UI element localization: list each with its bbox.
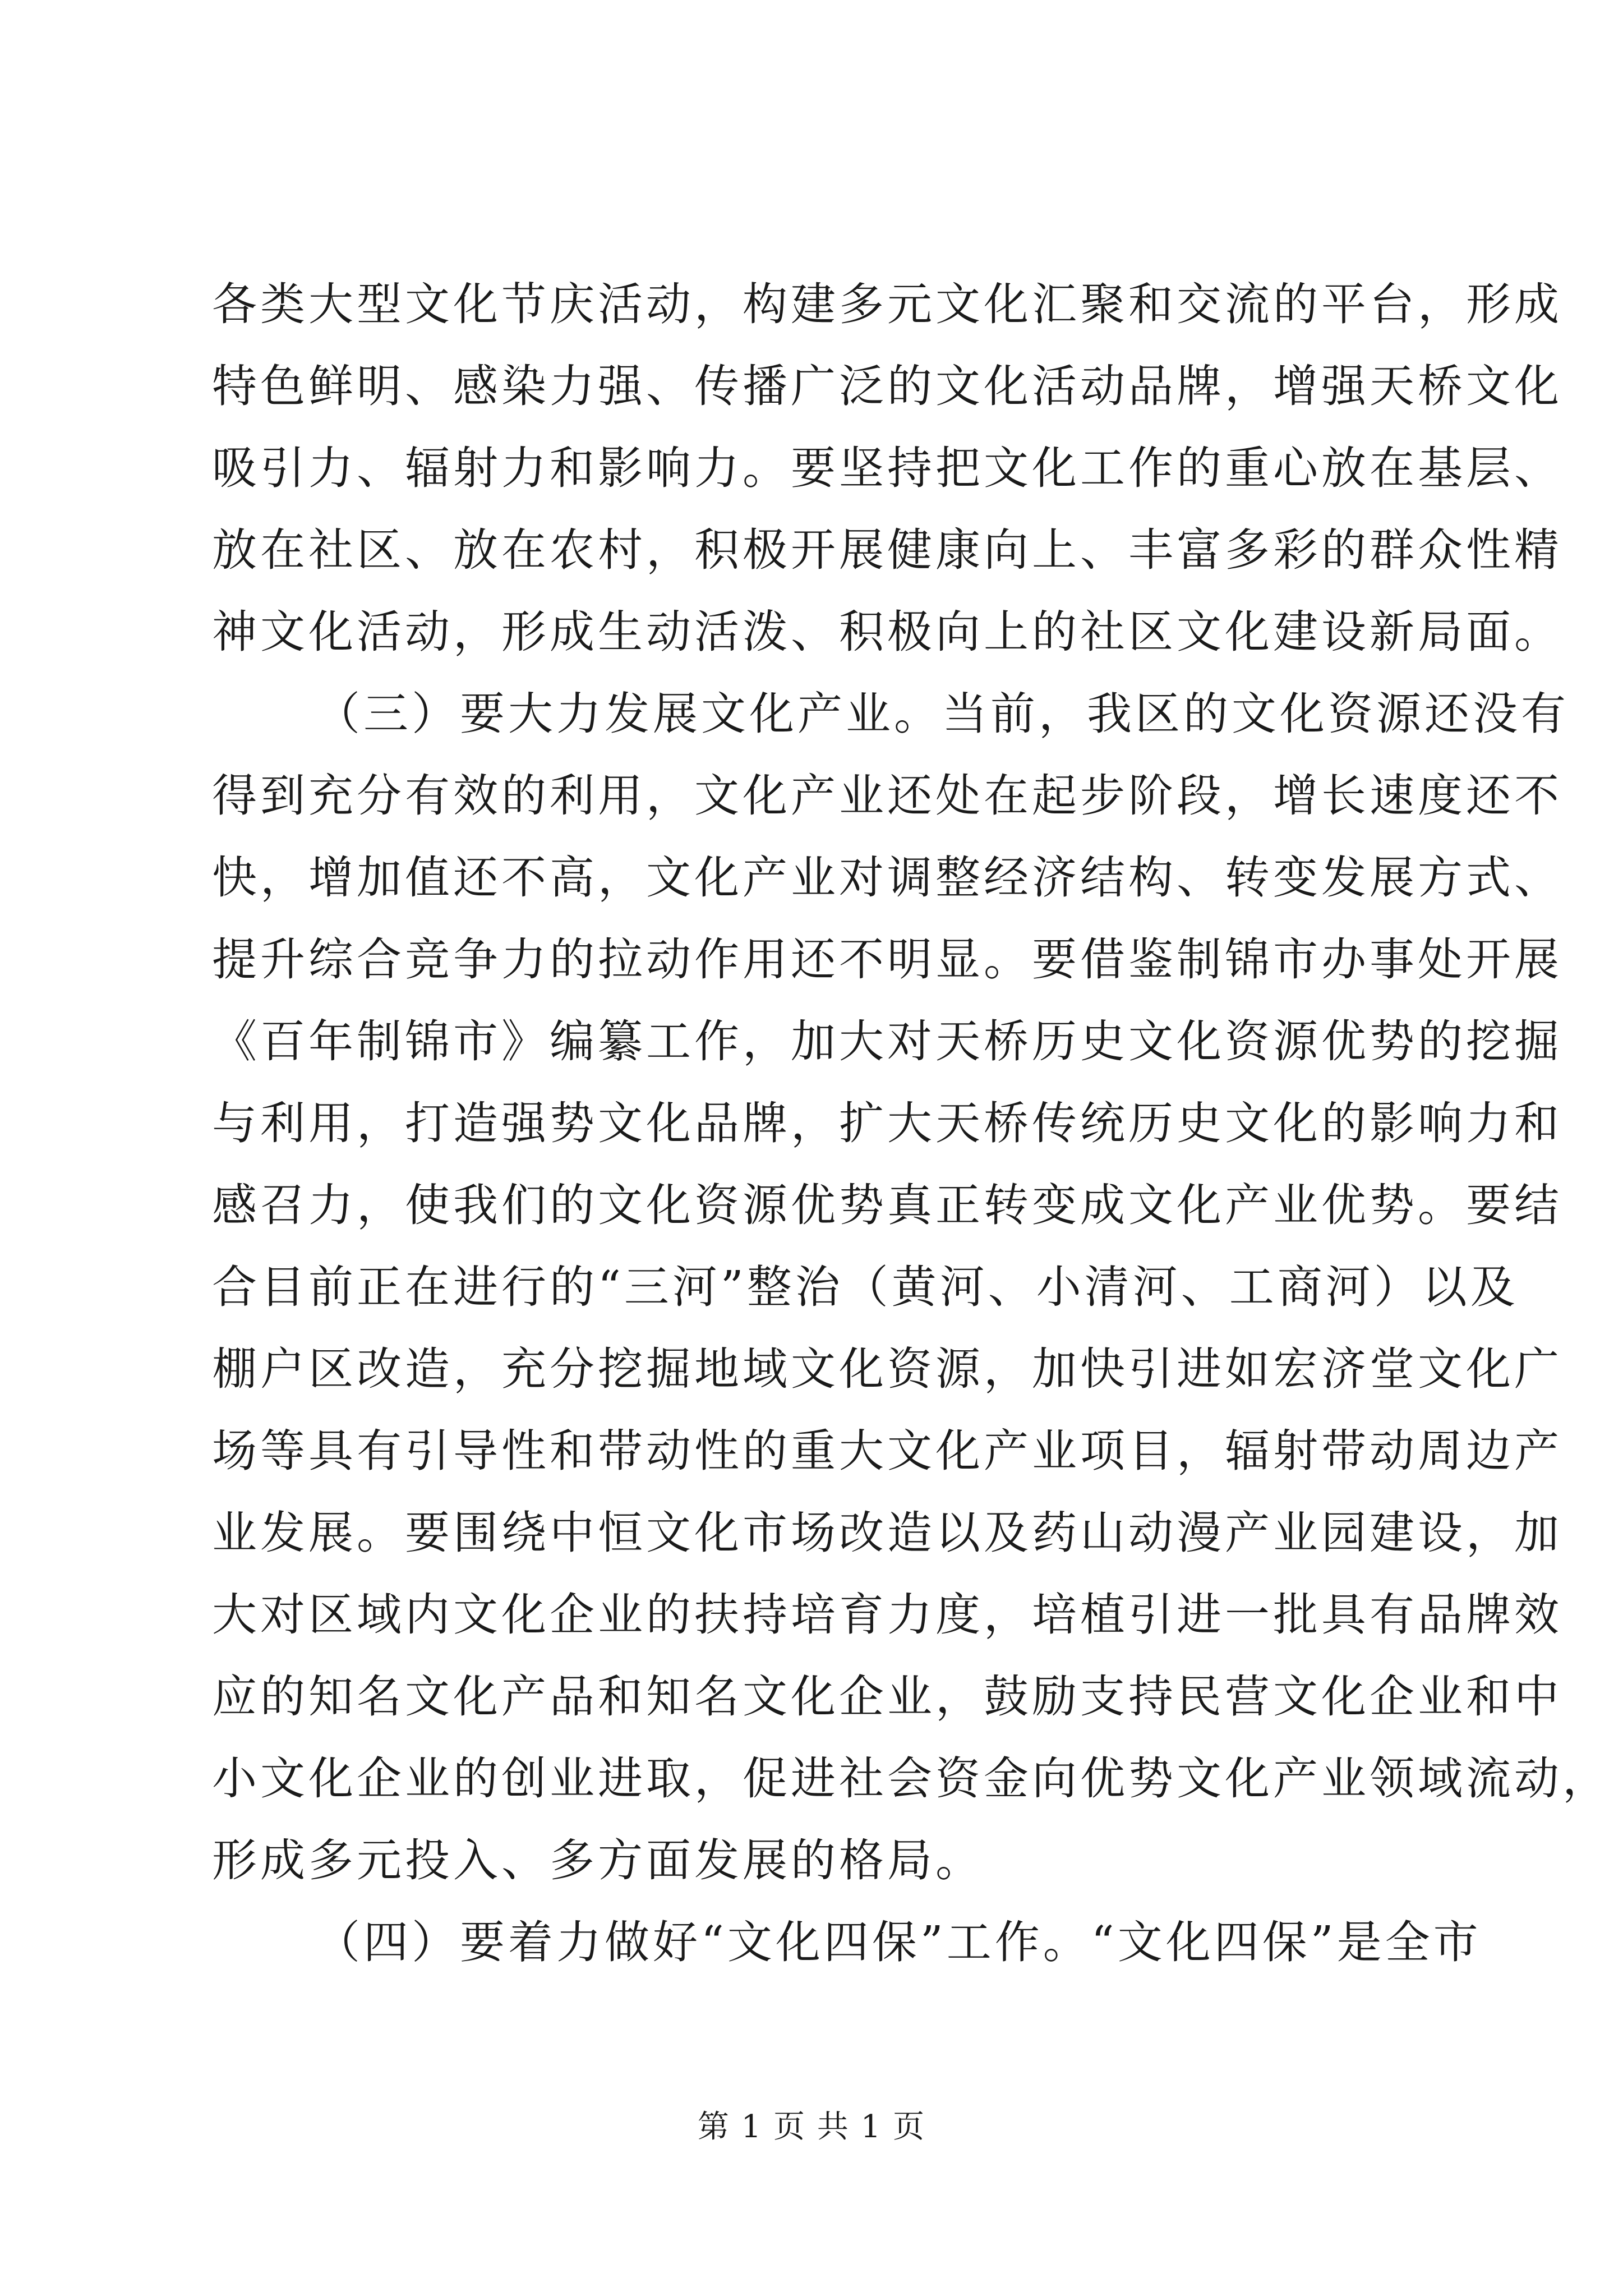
text-line: 各类大型文化节庆活动，构建多元文化汇聚和交流的平台，形成 bbox=[212, 278, 1562, 330]
text-line: 感召力，使我们的文化资源优势真正转变成文化产业优势。要结 bbox=[212, 1179, 1562, 1231]
text-line: 得到充分有效的利用，文化产业还处在起步阶段，增长速度还不 bbox=[212, 770, 1562, 822]
text-line: （三）要大力发展文化产业。当前，我区的文化资源还没有 bbox=[315, 688, 1569, 740]
text-line: 与利用，打造强势文化品牌，扩大天桥传统历史文化的影响力和 bbox=[212, 1097, 1562, 1149]
text-line: 合目前正在进行的“三河”整治（黄河、小清河、工商河）以及 bbox=[212, 1261, 1519, 1313]
text-line: 大对区域内文化企业的扶持培育力度，培植引进一批具有品牌效 bbox=[212, 1589, 1562, 1641]
text-line: （四）要着力做好“文化四保”工作。“文化四保”是全市 bbox=[315, 1916, 1482, 1968]
text-line: 棚户区改造，充分挖掘地域文化资源，加快引进如宏济堂文化广 bbox=[212, 1343, 1562, 1395]
text-line: 小文化企业的创业进取，促进社会资金向优势文化产业领域流动， bbox=[212, 1752, 1611, 1805]
text-line: 场等具有引导性和带动性的重大文化产业项目，辐射带动周边产 bbox=[212, 1425, 1562, 1477]
text-line: 形成多元投入、多方面发展的格局。 bbox=[212, 1834, 984, 1887]
text-line: 应的知名文化产品和知名文化企业，鼓励支持民营文化企业和中 bbox=[212, 1671, 1562, 1723]
text-line: 神文化活动，形成生动活泼、积极向上的社区文化建设新局面。 bbox=[212, 606, 1562, 658]
body-text bbox=[212, 264, 1611, 1984]
text-line: 快，增加值还不高，文化产业对调整经济结构、转变发展方式、 bbox=[212, 852, 1562, 904]
text-line: 业发展。要围绕中恒文化市场改造以及药山动漫产业园建设，加 bbox=[212, 1507, 1562, 1559]
text-line: 特色鲜明、感染力强、传播广泛的文化活动品牌，增强天桥文化 bbox=[212, 360, 1562, 412]
text-line: 提升综合竞争力的拉动作用还不明显。要借鉴制锦市办事处开展 bbox=[212, 933, 1562, 986]
text-line: 放在社区、放在农村，积极开展健康向上、丰富多彩的群众性精 bbox=[212, 524, 1562, 576]
text-line: 吸引力、辐射力和影响力。要坚持把文化工作的重心放在基层、 bbox=[212, 442, 1562, 494]
page-number-footer: 第 1 页 共 1 页 bbox=[697, 2109, 926, 2145]
text-line: 《百年制锦市》编纂工作，加大对天桥历史文化资源优势的挖掘 bbox=[212, 1015, 1562, 1068]
